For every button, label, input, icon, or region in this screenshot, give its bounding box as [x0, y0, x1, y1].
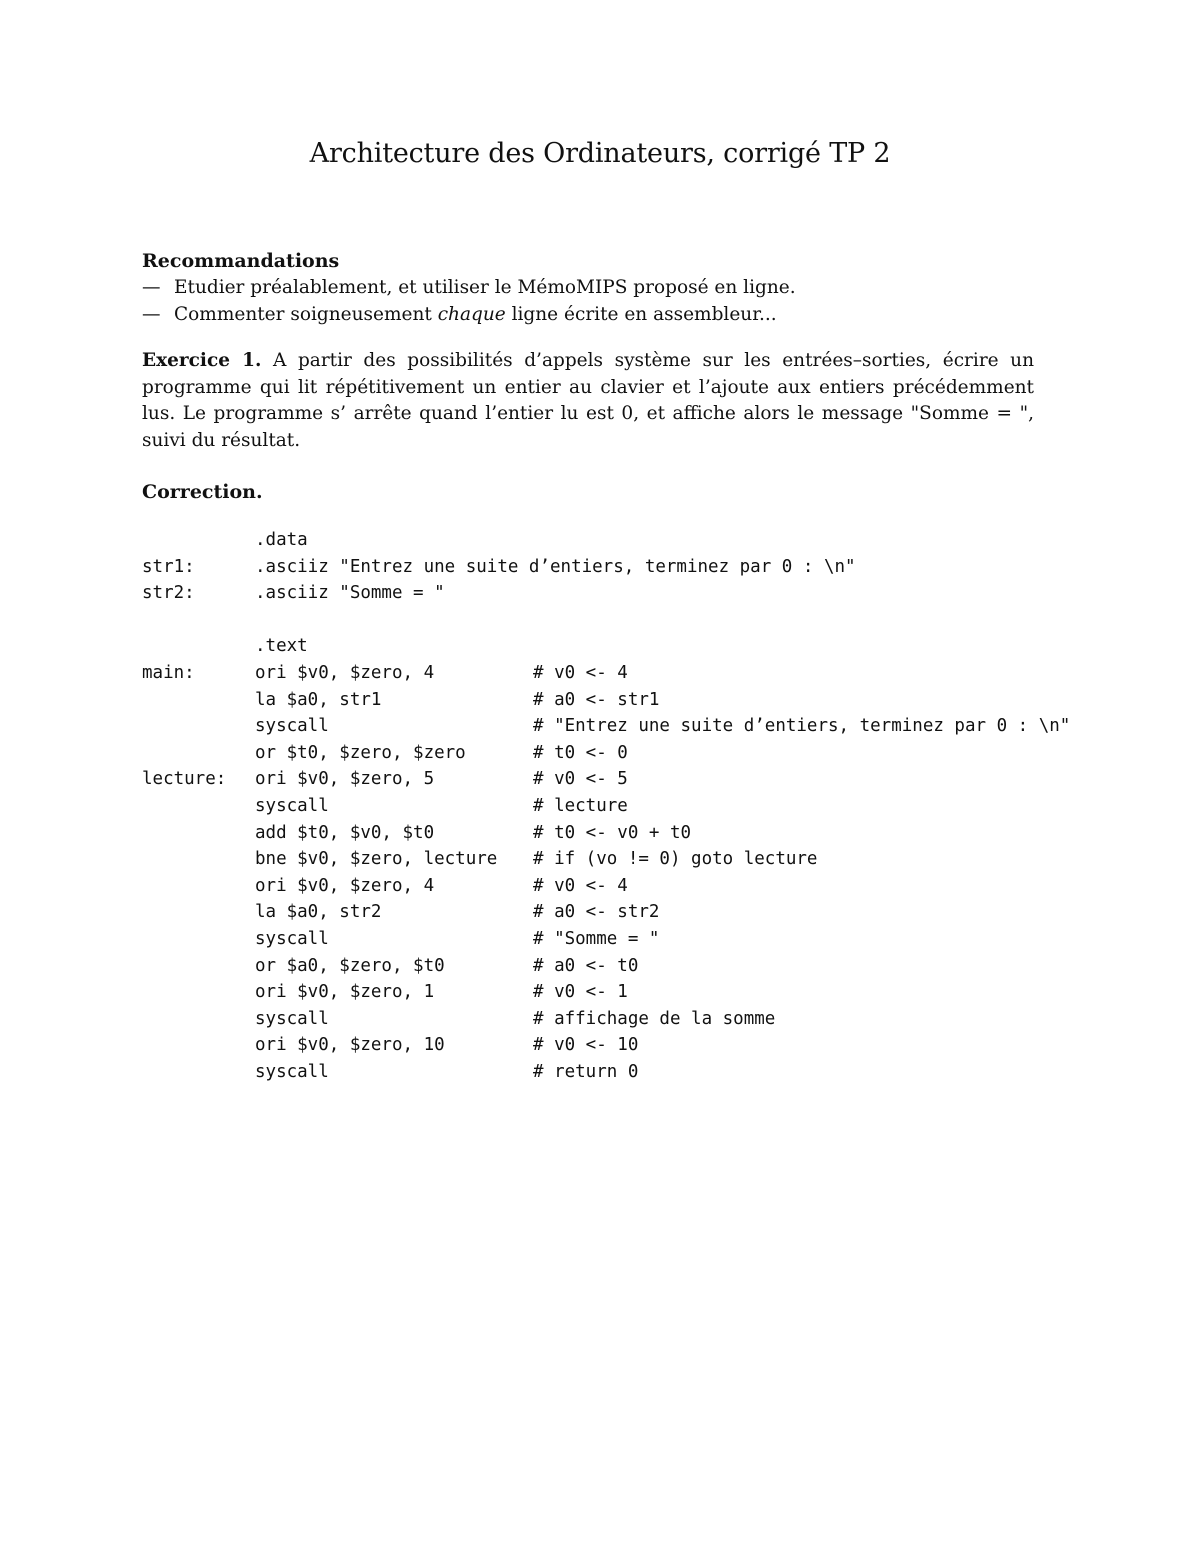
code-instruction: syscall: [255, 716, 329, 737]
code-instruction: la $a0, str2: [255, 902, 382, 923]
exercise-label: Exercice 1.: [142, 350, 262, 371]
recommendation-text-end: ligne écrite en assembleur...: [505, 304, 777, 325]
code-comment: # t0 <- v0 + t0: [533, 822, 692, 843]
document-title: Architecture des Ordinateurs, corrigé TP 2: [309, 138, 891, 169]
recommendation-text-start: Commenter soigneusement: [174, 304, 438, 325]
em-dash-bullet: —: [142, 277, 161, 298]
code-comment: # if (vo != 0) goto lecture: [533, 849, 818, 870]
recommendations-section: [142, 250, 1042, 328]
code-instruction: .text: [255, 636, 308, 657]
code-comment: # return 0: [533, 1061, 639, 1082]
code-instruction: syscall: [255, 1061, 329, 1082]
code-instruction: ori $v0, $zero, 5: [255, 769, 435, 790]
recommendations-heading: Recommandations: [142, 250, 340, 272]
code-instruction: ori $v0, $zero, 1: [255, 982, 435, 1003]
code-comment: # v0 <- 5: [533, 769, 628, 790]
code-instruction: ori $v0, $zero, 4: [255, 662, 435, 683]
recommendation-emphasis: chaque: [437, 304, 506, 325]
recommendation-item: [142, 301, 1042, 328]
correction-section: [142, 481, 1042, 503]
code-label: lecture:: [142, 769, 227, 790]
code-comment: # v0 <- 4: [533, 875, 628, 896]
code-comment: # v0 <- 4: [533, 662, 628, 683]
code-comment: # v0 <- 10: [533, 1035, 639, 1056]
code-comment: # a0 <- str2: [533, 902, 660, 923]
correction-heading: Correction.: [142, 481, 263, 503]
exercise-paragraph: [142, 348, 1034, 454]
code-comment: # v0 <- 1: [533, 982, 628, 1003]
code-instruction: syscall: [255, 1008, 329, 1029]
code-comment: # affichage de la somme: [533, 1008, 776, 1029]
code-comment: # lecture: [533, 795, 628, 816]
code-instruction: bne $v0, $zero, lecture: [255, 849, 498, 870]
recommendation-item: [142, 274, 1042, 301]
code-instruction: or $a0, $zero, $t0: [255, 955, 445, 976]
code-instruction: .data: [255, 530, 308, 550]
code-instruction: ori $v0, $zero, 10: [255, 1035, 445, 1056]
exercise-text: A partir des possibilités d’appels système sur les entrées–sorties, écrire un programme qui lit répétitivement un entier au clavier et l’ajoute aux entiers précédemment lus. Le programme s’ arrête quand l’entier lu est 0, et affiche alors le message "Somme = ", suivi du résultat.: [142, 350, 1035, 451]
em-dash-bullet: —: [142, 304, 161, 325]
code-comment: # t0 <- 0: [533, 742, 628, 763]
code-comment: # "Entrez une suite d’entiers, terminez par 0 : \n": [533, 716, 1071, 737]
recommendations-list: [142, 274, 1042, 328]
code-comment: # "Somme = ": [533, 928, 660, 949]
recommendation-text: Etudier préalablement, et utiliser le MémoMIPS proposé en ligne.: [174, 277, 796, 298]
code-instruction: .asciiz "Somme = ": [255, 583, 445, 604]
code-instruction: or $t0, $zero, $zero: [255, 742, 466, 763]
code-label: str2:: [142, 583, 195, 604]
code-label: str1:: [142, 556, 195, 577]
code-instruction: .asciiz "Entrez une suite d’entiers, terminez par 0 : \n": [255, 556, 856, 577]
code-instruction: la $a0, str1: [255, 689, 382, 710]
code-instruction: add $t0, $v0, $t0: [255, 822, 435, 843]
code-instruction: ori $v0, $zero, 4: [255, 875, 435, 896]
code-label: main:: [142, 662, 195, 683]
code-comment: # a0 <- t0: [533, 955, 639, 976]
code-instruction: syscall: [255, 928, 329, 949]
code-instruction: syscall: [255, 795, 329, 816]
code-comment: # a0 <- str1: [533, 689, 660, 710]
